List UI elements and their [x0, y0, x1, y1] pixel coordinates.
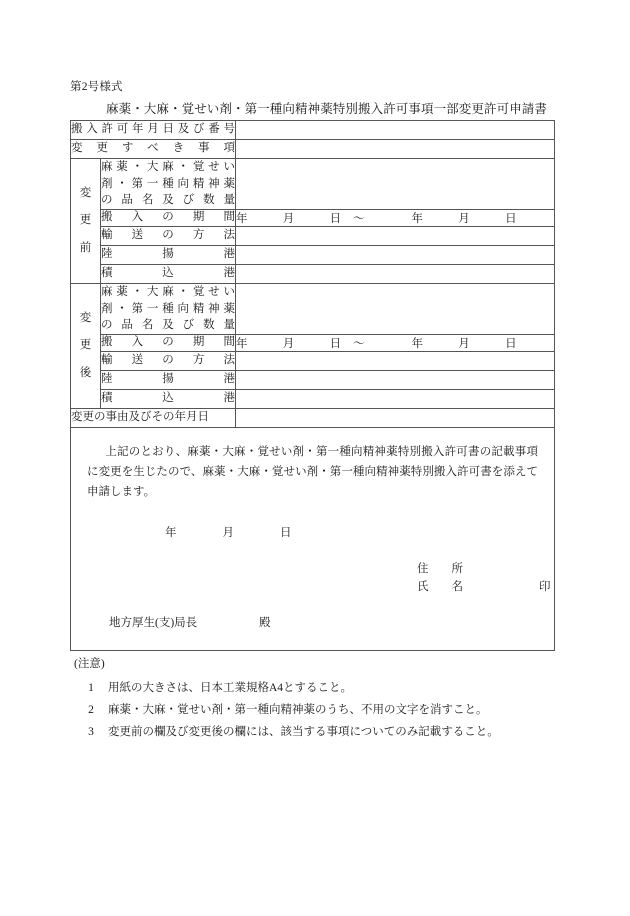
field-before-drug-names[interactable] [236, 159, 555, 210]
table-row-before-transport [71, 227, 555, 246]
field-after-transport-method[interactable] [236, 352, 555, 371]
addressee-honorific: 殿 [259, 617, 271, 630]
table-row-before-loading-port [71, 265, 555, 284]
notes-title: (注意) [74, 658, 105, 670]
label-before-landing-port: 陸揚港 [101, 246, 236, 265]
group-label-before-char-2: 更 [79, 214, 92, 227]
label-after-drug-names [101, 284, 236, 335]
label-before-period: 搬入の期間 [101, 210, 236, 227]
field-after-drug-names[interactable] [236, 284, 555, 335]
document-title: 麻薬・大麻・覚せい剤・第一種向精神薬特別搬入許可事項一部変更許可申請書 [106, 102, 548, 116]
field-items-to-change[interactable] [236, 140, 555, 159]
table-row-after-drug-names [71, 284, 555, 335]
group-label-after-char-1: 変 [79, 311, 92, 324]
field-before-loading-port[interactable] [236, 265, 555, 284]
statement-cell [71, 428, 555, 651]
note-text: 変更前の欄及び変更後の欄には、該当する事項についてのみ記載すること。 [108, 726, 499, 739]
group-label-after-char-3: 後 [79, 366, 92, 379]
note-number: 1 [88, 681, 94, 694]
field-before-transport-method[interactable] [236, 227, 555, 246]
statement-body: 上記のとおり、麻薬・大麻・覚せい剤・第一種向精神薬特別搬入許可書の記載事項に変更を生じたので、麻薬・大麻・覚せい剤・第一種向精神薬特別搬入許可書を添えて申請します。 [87, 446, 538, 499]
group-label-before-char-3: 前 [79, 241, 92, 254]
table-row-reason [71, 409, 555, 428]
label-before-transport-method: 輸送の方法 [101, 227, 236, 246]
field-before-period[interactable]: 年 月 日 ～ 年 月 日 [236, 210, 555, 227]
table-row-after-transport [71, 352, 555, 371]
group-label-before-change [71, 159, 101, 284]
label-change-reason-date: 変更の事由及びその年月日 [71, 409, 236, 428]
addressee-line [109, 614, 538, 630]
application-form-table [70, 120, 555, 651]
group-label-after-change [71, 284, 101, 409]
label-after-drug-names-line-2: 剤・第一種向精神薬 [101, 302, 235, 315]
label-permit-date-number: 搬入許可年月日及び番号 [71, 121, 236, 140]
table-row-after-landing-port [71, 371, 555, 390]
note-item [74, 677, 574, 699]
label-before-loading-port: 積込港 [101, 265, 236, 284]
addressee-title: 地方厚生(支)局長 [109, 617, 198, 630]
group-label-before-char-1: 変 [79, 186, 92, 199]
label-name: 氏 名 [417, 581, 463, 594]
table-row-before-drug-names [71, 159, 555, 210]
seal-marker: 印 [539, 581, 551, 594]
label-before-drug-names-line-1: 麻薬・大麻・覚せい [101, 161, 235, 173]
table-row-after-period [71, 335, 555, 352]
label-after-loading-port: 積込港 [101, 390, 236, 409]
field-after-landing-port[interactable] [236, 371, 555, 390]
table-row-before-period [71, 210, 555, 227]
statement-block [71, 428, 554, 650]
label-after-period: 搬入の期間 [101, 335, 236, 352]
table-row-after-loading-port [71, 390, 555, 409]
form-number: 第2号様式 [70, 81, 123, 93]
label-before-drug-names [101, 159, 236, 210]
notes-section [74, 655, 574, 744]
note-number: 2 [88, 703, 94, 716]
label-after-transport-method: 輸送の方法 [101, 352, 236, 371]
table-row-items-to-change [71, 140, 555, 159]
label-after-drug-names-line-3: の品名及び数量 [101, 319, 235, 332]
note-item [74, 699, 574, 721]
label-address: 住 所 [417, 563, 463, 576]
group-label-after-char-2: 更 [79, 339, 92, 352]
table-row-permit-number [71, 121, 555, 140]
field-before-landing-port[interactable] [236, 246, 555, 265]
field-change-reason-date[interactable] [236, 409, 555, 428]
label-before-drug-names-line-2: 剤・第一種向精神薬 [101, 177, 235, 190]
label-after-landing-port: 陸揚港 [101, 371, 236, 390]
field-permit-date-number[interactable] [236, 121, 555, 140]
statement-date-line[interactable]: 年 月 日 [165, 527, 292, 540]
field-after-period[interactable]: 年 月 日 ～ 年 月 日 [236, 335, 555, 352]
note-text: 麻薬・大麻・覚せい剤・第一種向精神薬のうち、不用の文字を消すこと。 [108, 703, 488, 716]
label-after-drug-names-line-1: 麻薬・大麻・覚せい [101, 286, 235, 299]
field-after-loading-port[interactable] [236, 390, 555, 409]
signature-block [87, 560, 551, 600]
table-row-statement [71, 428, 555, 651]
note-number: 3 [88, 726, 94, 739]
label-items-to-change: 変更すべき事項 [71, 140, 236, 159]
table-row-before-landing-port [71, 246, 555, 265]
label-before-drug-names-line-3: の品名及び数量 [101, 194, 235, 207]
note-item [74, 721, 574, 743]
note-text: 用紙の大きさは、日本工業規格A4とすること。 [108, 681, 353, 694]
